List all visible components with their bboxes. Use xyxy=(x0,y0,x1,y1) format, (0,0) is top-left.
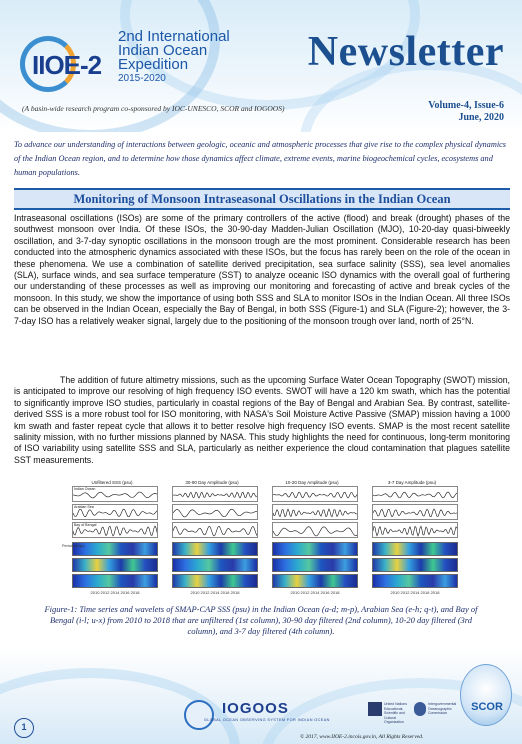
wavelet-panel xyxy=(172,558,258,572)
ioc-mark-icon xyxy=(414,702,426,716)
row-label: Arabian Sea xyxy=(74,505,94,509)
time-series-line xyxy=(373,487,458,502)
newsletter-header xyxy=(0,0,522,132)
expedition-line3: Expedition xyxy=(118,56,189,73)
iogoos-subtitle: GLOBAL OCEAN OBSERVING SYSTEM FOR INDIAN OCEAN xyxy=(204,718,330,722)
figure-1 xyxy=(64,480,460,598)
wavelet-panel xyxy=(272,542,358,556)
time-series-panel xyxy=(372,504,458,520)
article-paragraph-1: Intraseasonal oscillations (ISOs) are some of the primary controllers of the active (flood) and break (drought) phases of the southwest monsoon over India. Of these ISOs, the 30-90-day Madden-Julian Oscillation (MJO), 10-20-day quasi-biweekly oscillation, and 3-7-day synoptic oscillations in the monsoon trough are the most prominent. Considerable research has been conducted into the atmospheric dynamics associated with these ISOs, but the focus has rarely been on the role of the ocean in these phenomena. We use a combination of satellite derived precipitation, sea surface salinity (SSS), sea level anomalies (SLA), surface winds, and sea surface temperature (SST) to analyze oceanic ISO dynamics with the overall goal of furthering our understanding of these processes as well as improving our monitoring and forecasting of active and break cycles of the monsoon. In this study, we show the importance of using both SSS and SLA to monitor ISOs in the Indian Ocean. All three ISOs can be observed in the Indian Ocean, especially the Bay of Bengal, in both SSS (Figure-1) and SLA (Figure-2); however, the 3-7-day ISO has a relatively weaker signal, largely due to the positioning of the monsoon trough over land, north of 25°N. xyxy=(14,213,510,326)
iogoos-logo: IOGOOS xyxy=(222,700,289,717)
time-series-line xyxy=(173,523,258,538)
wavelet-panel xyxy=(272,574,358,588)
wavelet-panel xyxy=(372,574,458,588)
time-series-line xyxy=(173,487,258,502)
iioe2-logo xyxy=(20,30,120,96)
time-series-panel xyxy=(172,522,258,538)
x-axis-ticks: 2010 2012 2014 2016 2018 xyxy=(190,590,240,595)
wavelet-panel xyxy=(272,558,358,572)
unesco-logo xyxy=(368,700,408,724)
article-title: Monitoring of Monsoon Intraseasonal Oscillations in the Indian Ocean xyxy=(14,188,510,210)
x-axis-ticks: 2010 2012 2014 2016 2018 xyxy=(90,590,140,595)
time-series-line xyxy=(273,487,358,502)
figure-column-title: 3-7 Day Amplitude (psu) xyxy=(387,480,437,485)
time-series-line xyxy=(173,505,258,520)
sponsor-line: (A basin-wide research program co-sponsored by IOC-UNESCO, SCOR and IOGOOS) xyxy=(22,104,285,113)
figure-column-4 xyxy=(364,480,460,598)
newsletter-title: Newsletter xyxy=(307,29,504,75)
expedition-years: 2015-2020 xyxy=(118,73,166,84)
time-series-panel xyxy=(272,504,358,520)
issue-date: June, 2020 xyxy=(458,112,504,123)
newsletter-footer xyxy=(0,648,522,744)
scor-logo-text: SCOR xyxy=(471,701,503,713)
wavelet-panel xyxy=(372,542,458,556)
wavelet-panel xyxy=(72,558,158,572)
time-series-line xyxy=(273,505,358,520)
volume-issue: Volume-4, Issue-6 xyxy=(428,100,504,111)
row-label: Indian Ocean xyxy=(74,487,96,491)
time-series-line xyxy=(373,523,458,538)
volume-block xyxy=(428,100,504,124)
figure-column-2 xyxy=(164,480,260,598)
time-series-panel xyxy=(372,486,458,502)
page-number: 1 xyxy=(14,718,34,738)
figure-column-1 xyxy=(64,480,160,598)
figure-column-title: Unfiltered SSS (psu) xyxy=(91,480,133,485)
ioc-logo xyxy=(414,700,457,724)
scor-logo xyxy=(460,664,512,726)
logo-text: IIOE-2 xyxy=(32,50,102,80)
row-label: Bay of Bengal xyxy=(74,523,97,527)
time-series-line xyxy=(373,505,458,520)
expedition-line2: Indian Ocean xyxy=(118,42,208,59)
time-series-panel xyxy=(272,522,358,538)
time-series-line xyxy=(273,523,358,538)
mission-statement: To advance our understanding of interactions between geologic, oceanic and atmospheric processes that give rise to the complex physical dynamics of the Indian Ocean region, and to determine how those dynamics affect climate, extreme events, marine biogeochemical cycles, ecosystems and human populations. xyxy=(14,140,507,177)
wavelet-panel xyxy=(72,574,158,588)
article-paragraph-2: The addition of future altimetry missions, such as the upcoming Surface Water Ocean Topography (SWOT) mission, is anticipated to improve our resolving of high frequency ISO events. SWOT will have a 120 km swath, which has the potential to significantly improve ISO studies, particularly in coastal regions of the Bay of Bengal and Arabian Sea. By contrast, satellite-derived SSS is a more robust tool for ISO monitoring, with NASA's Soil Moisture Active Passive (SMAP) mission having a 1000 km swath and faster repeat cycle that allows it to better resolve high frequency ISO events. SMAP is the most recent satellite salinity mission, with no further missions planned by NASA. This study highlights the need for continuous, long-term monitoring of ISO variability using satellite SSS and SLA, particularly as neither experience the cloud contamination that plagues satellite SST measurements. xyxy=(14,375,510,465)
time-series-panel xyxy=(172,504,258,520)
figure-column-title: 30-90 Day Amplitude (psu) xyxy=(185,480,239,485)
figure-column-3 xyxy=(264,480,360,598)
wavelet-panel xyxy=(172,574,258,588)
time-series-panel xyxy=(172,486,258,502)
time-series-panel xyxy=(372,522,458,538)
x-axis-ticks: 2010 2012 2014 2016 2018 xyxy=(390,590,440,595)
copyright-notice: © 2017, www.IIOE-2.incois.gov.in, All Rights Reserved. xyxy=(300,734,424,740)
y-axis-label: Period (days) xyxy=(62,544,85,548)
ioc-text: Intergovernmental Oceanographic Commission xyxy=(428,702,457,715)
expedition-line1: 2nd International xyxy=(118,28,230,45)
unesco-temple-icon xyxy=(368,702,382,716)
wavelet-panel xyxy=(172,542,258,556)
wavelet-panel xyxy=(372,558,458,572)
incois-logo-icon xyxy=(184,700,214,730)
time-series-panel xyxy=(272,486,358,502)
figure-column-title: 10-20 Day Amplitude (psu) xyxy=(285,480,339,485)
unesco-text: United Nations Educational, Scientific and Cultural Organization xyxy=(384,702,407,724)
x-axis-ticks: 2010 2012 2014 2016 2018 xyxy=(290,590,340,595)
figure-caption: Figure-1: Time series and wavelets of SMAP-CAP SSS (psu) in the Indian Ocean (a-d; m-p), Arabian Sea (e-h; q-t), and Bay of Bengal (i-l; u-x) from 2010 to 2018 that are unfiltered (1st column), 30-90 day filtered (2nd column), 10-20 day filtered (3rd column), and 3-7 day filtered (4th column). xyxy=(44,604,478,636)
expedition-title xyxy=(118,30,278,86)
